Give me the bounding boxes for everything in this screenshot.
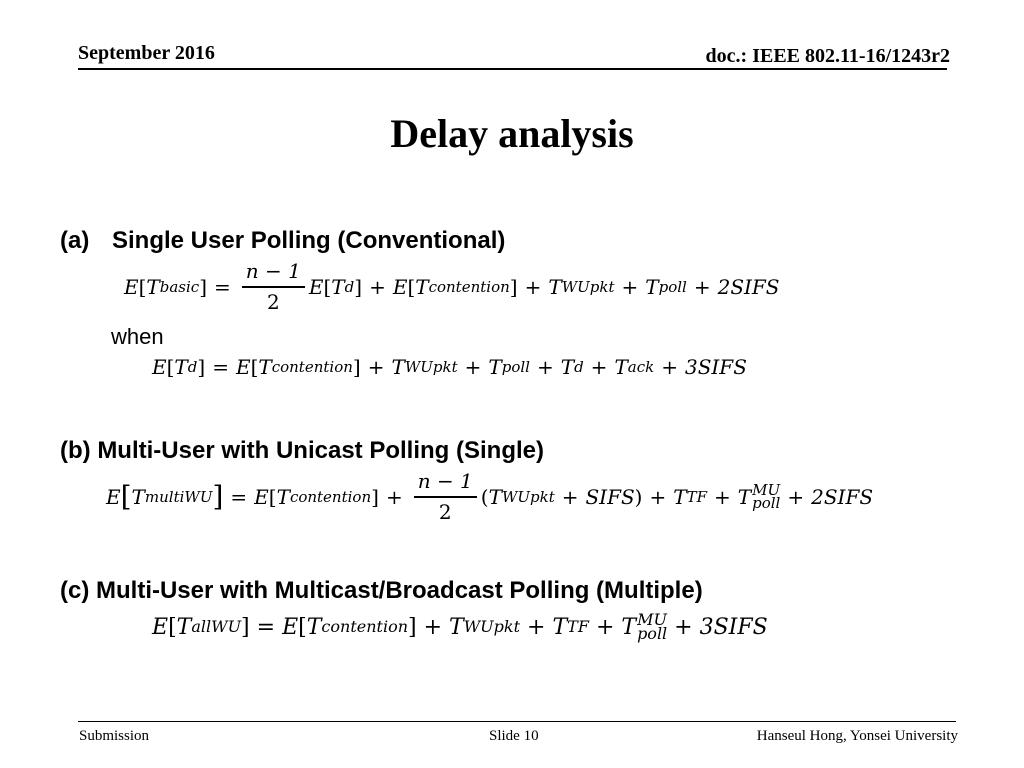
footer-author: Hanseul Hong, Yonsei University bbox=[756, 728, 958, 744]
header-date: September 2016 bbox=[78, 42, 215, 64]
equation-basic-delay: E [ T basic ] = $\frac{n - 1}{2}$ E [ T d ] + E [ T contention ] + T WUpkt + T poll + 2SIFS bbox=[124, 259, 780, 314]
section-a-heading: Single User Polling (Conventional) bbox=[112, 227, 506, 254]
when-label: when bbox=[111, 324, 164, 349]
equation-td-definition: E [ T d ] = E [ T contention ] + T WUpkt + T poll + T d + T ack + 3SIFS bbox=[152, 355, 747, 379]
section-c-heading: (c) Multi-User with Multicast/Broadcast Polling (Multiple) bbox=[60, 577, 703, 604]
equation-multi-user-unicast: E [ T multiWU ] = E [ T contention ] + $\frac{n - 1}{2}$ ( T WUpkt + SIFS ) + T TF + T MU poll + 2SIFS bbox=[106, 469, 874, 524]
slide-title: Delay analysis bbox=[390, 111, 634, 156]
fraction-n-minus-1-over-2: $\frac{n - 1}{2}$ bbox=[414, 468, 477, 525]
footer-submission: Submission bbox=[79, 728, 150, 744]
footer-divider bbox=[78, 721, 956, 722]
section-a-marker: (a) bbox=[60, 227, 90, 254]
section-b-heading: (b) Multi-User with Unicast Polling (Single) bbox=[60, 437, 544, 464]
header-divider bbox=[78, 68, 947, 70]
fraction-n-minus-1-over-2: $\frac{n - 1}{2}$ bbox=[242, 258, 305, 315]
equation-multi-user-multicast: E [ T allWU ] = E [ T contention ] + T WUpkt + T TF + T MU poll + 3SIFS bbox=[152, 610, 768, 643]
footer-slide-number: Slide 10 bbox=[489, 728, 539, 744]
header-doc-id: doc.: IEEE 802.11-16/1243r2 bbox=[705, 45, 950, 67]
